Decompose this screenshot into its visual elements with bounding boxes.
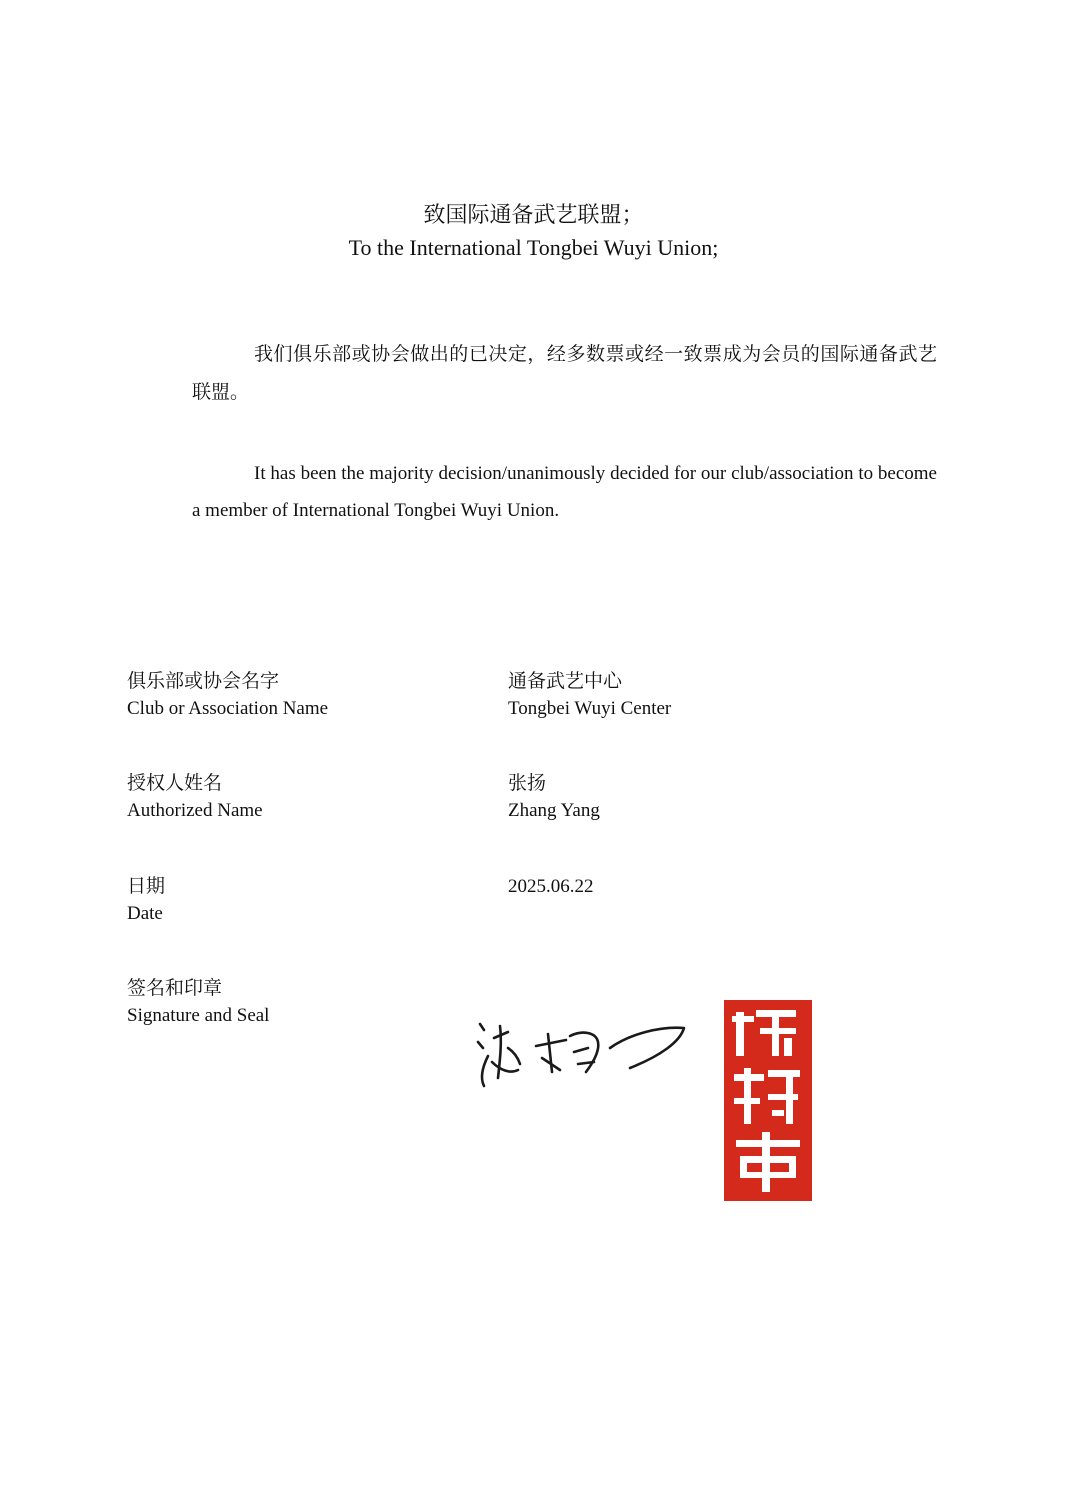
club-name-label (127, 668, 328, 722)
authorized-name-label-en: Authorized Name (127, 800, 263, 821)
club-name-value-en: Tongbei Wuyi Center (508, 698, 672, 719)
date-value-text: 2025.06.22 (508, 876, 594, 897)
declaration-paragraph-english: It has been the majority decision/unanimously decided for our club/association to become a member of International Tongbei Wuyi Union. (192, 463, 937, 521)
date-label-zh: 日期 (127, 876, 166, 897)
date-label-en: Date (127, 903, 163, 924)
date-label (127, 873, 165, 927)
title-chinese: 致国际通备武艺联盟； (423, 202, 644, 227)
signature-label-en: Signature and Seal (127, 1005, 270, 1026)
authorized-name-value (508, 770, 600, 824)
red-seal-stamp (722, 998, 814, 1203)
handwritten-signature (470, 1012, 700, 1092)
authorized-name-value-zh: 张扬 (508, 773, 547, 794)
authorized-name-label (127, 770, 263, 824)
title-english: To the International Tongbei Wuyi Union; (348, 235, 719, 260)
signature-label (127, 975, 269, 1029)
date-value (508, 873, 594, 900)
club-name-value (508, 668, 671, 722)
signature-label-zh: 签名和印章 (127, 978, 223, 999)
authorized-name-value-en: Zhang Yang (508, 800, 600, 821)
club-name-value-zh: 通备武艺中心 (508, 671, 623, 692)
club-name-label-zh: 俱乐部或协会名字 (127, 671, 280, 692)
club-name-label-en: Club or Association Name (127, 698, 329, 719)
declaration-paragraph-chinese: 我们俱乐部或协会做出的已决定，经多数票或经一致票成为会员的国际通备武艺联盟。 (192, 344, 937, 403)
authorized-name-label-zh: 授权人姓名 (127, 773, 223, 794)
